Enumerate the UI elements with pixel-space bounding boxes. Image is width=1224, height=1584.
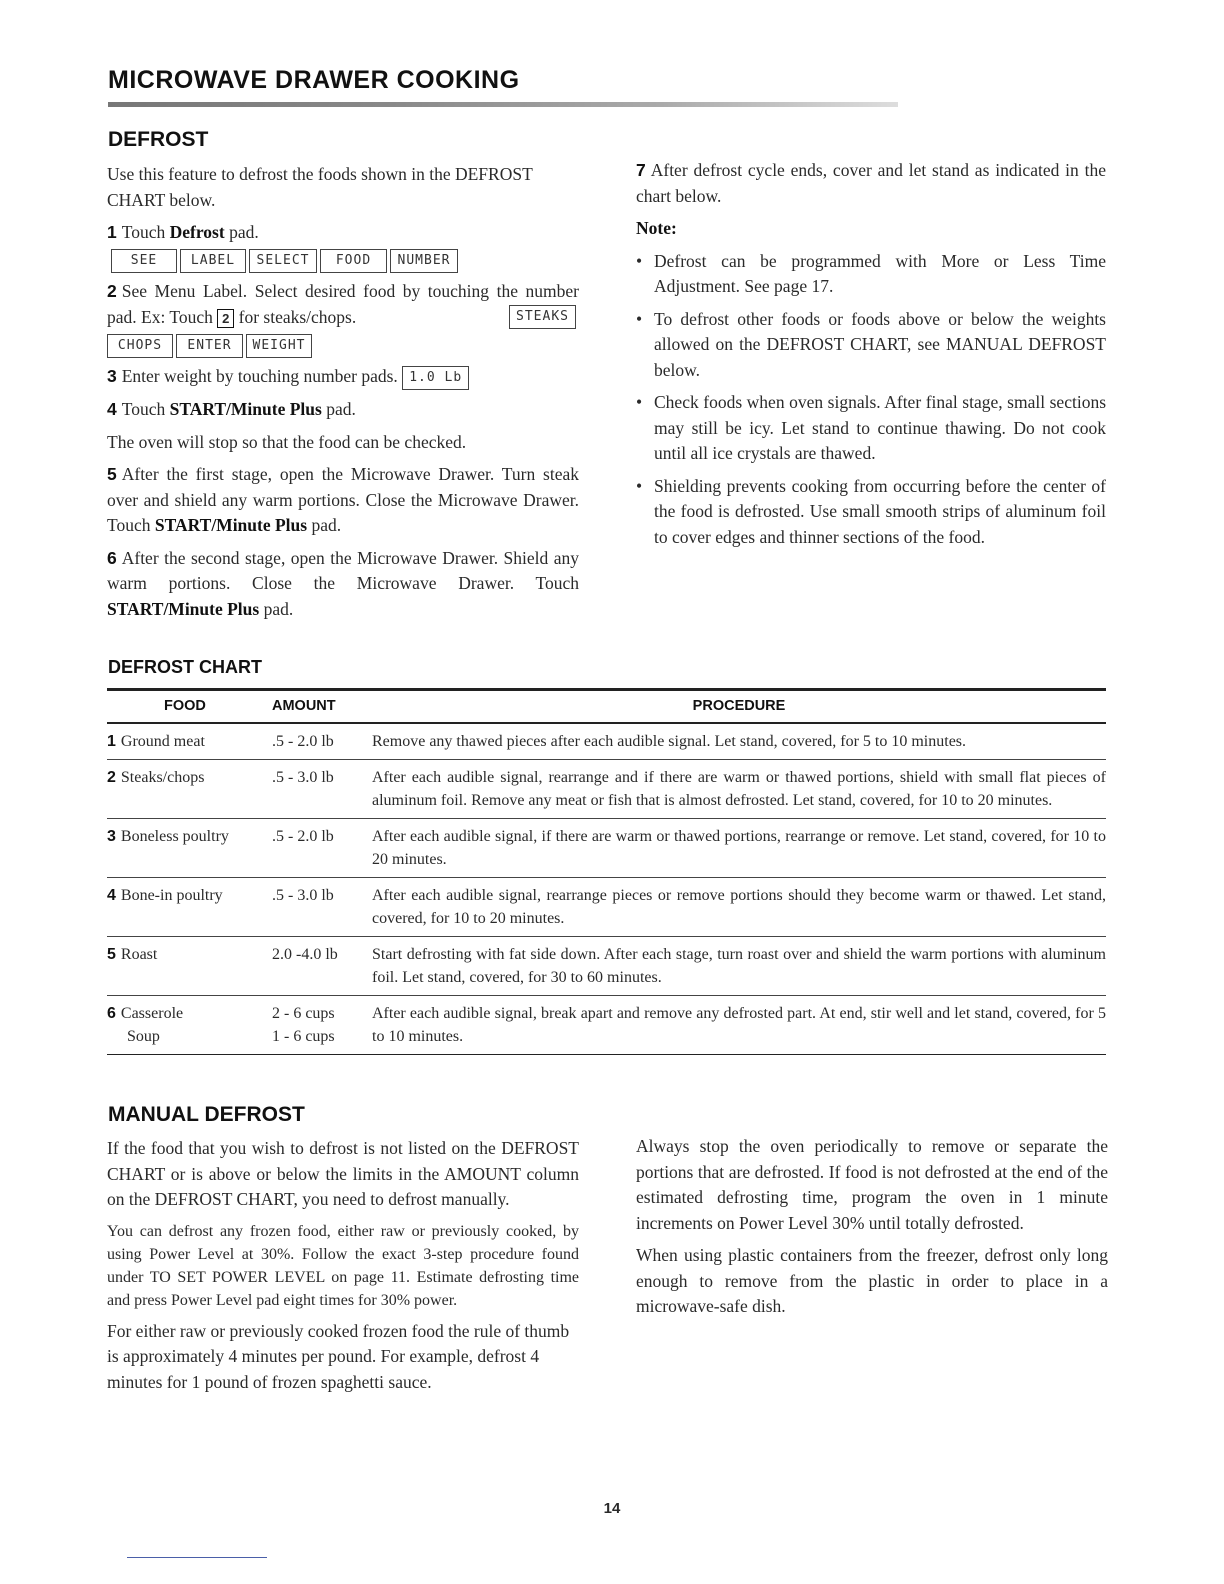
- row-number: 1: [107, 733, 116, 750]
- step-text: Touch: [121, 222, 170, 242]
- row-number: 4: [107, 887, 116, 904]
- procedure-cell: Start defrosting with fat side down. After each stage, turn roast over and shield the warm portions with aluminum foil. Let stand, covered, for 30 to 60 minutes.: [372, 937, 1106, 996]
- procedure-cell: After each audible signal, rearrange pieces or remove portions should they become warm or thawed. Let stand, covered, for 10 to 20 minutes.: [372, 878, 1106, 937]
- table-row: [107, 819, 1106, 878]
- amount: .5 - 2.0 lb: [272, 828, 334, 845]
- lcd-display: 1.0 Lb: [402, 366, 469, 390]
- amount: 2.0 -4.0 lb: [272, 946, 338, 963]
- row-number: 5: [107, 946, 116, 963]
- lcd-display: ENTER: [176, 334, 243, 358]
- footer-rule: [127, 1557, 267, 1558]
- amount: .5 - 3.0 lb: [272, 887, 334, 904]
- procedure-cell: After each audible signal, rearrange and if there are warm or thawed portions, shield with small flat pieces of aluminum foil. Remove any meat or fish that is almost defrosted. Let stand, covered, for 10 to 20 minutes.: [372, 760, 1106, 819]
- step-bold: START/Minute Plus: [169, 399, 322, 420]
- lcd-display-row: [107, 332, 579, 358]
- food-name: Casserole: [120, 1005, 184, 1022]
- step-text: Enter weight by touching number pads.: [121, 366, 398, 387]
- step-bold: START/Minute Plus: [107, 598, 260, 619]
- procedure-cell: After each audible signal, break apart and remove any defrosted part. At end, stir well and let stand, covered, for 5 to 10 minutes.: [372, 996, 1106, 1055]
- food-cell: [107, 937, 272, 996]
- row-number: 6: [107, 1005, 116, 1022]
- lcd-display: NUMBER: [390, 249, 458, 273]
- manual-defrost-heading: MANUAL DEFROST: [108, 1103, 305, 1126]
- amount: 1 - 6 cups: [272, 1028, 335, 1045]
- table-row: [107, 760, 1106, 819]
- step-text: See Menu Label. Select desired food by touching the number pad. Ex: Touch: [107, 281, 579, 327]
- step-number: 6: [107, 547, 117, 568]
- amount-cell: [272, 878, 372, 937]
- paragraph: You can defrost any frozen food, either raw or previously cooked, by using Power Level at 30%. Follow the exact 3-step procedure found under TO SET POWER LEVEL on page 11. Estimate defrosting time and press Power Level pad eight times for 30% power.: [107, 1222, 579, 1309]
- page-title: MICROWAVE DRAWER COOKING: [108, 66, 520, 94]
- title-rule: [108, 102, 898, 107]
- defrost-right-column: [636, 158, 1106, 557]
- note-label: Note:: [636, 218, 677, 238]
- food-cell: [107, 996, 272, 1055]
- lcd-display: SEE: [111, 249, 177, 273]
- note-item: • To defrost other foods or foods above or below the weights allowed on the DEFROST CHART, see MANUAL DEFROST below.: [636, 307, 1106, 384]
- step-text: pad.: [224, 222, 259, 242]
- food-name: Steaks/chops: [120, 769, 205, 786]
- row-number: 2: [107, 769, 116, 786]
- table-row: [107, 937, 1106, 996]
- food-cell: [107, 723, 272, 760]
- notes-list: [636, 249, 1106, 551]
- table-row: [107, 996, 1106, 1055]
- column-header-amount: AMOUNT: [272, 690, 372, 724]
- defrost-chart-table: [107, 688, 1106, 1055]
- step-text: Touch: [121, 399, 170, 420]
- lcd-display: SELECT: [249, 249, 317, 273]
- amount-cell: [272, 819, 372, 878]
- lcd-display: FOOD: [320, 249, 387, 273]
- food-name: Bone-in poultry: [120, 887, 223, 904]
- manual-left-column: [107, 1136, 579, 1402]
- step-bold: START/Minute Plus: [154, 515, 308, 536]
- lcd-display: WEIGHT: [246, 334, 312, 358]
- step-number: 1: [107, 222, 117, 242]
- paragraph: When using plastic containers from the freezer, defrost only long enough to remove from the plastic in order to place in a microwave-safe dish.: [636, 1245, 1108, 1316]
- lcd-display: STEAKS: [509, 305, 576, 329]
- step-text: After the second stage, open the Microwave Drawer. Shield any warm portions. Close the Microwave Drawer. Touch: [107, 547, 579, 594]
- defrost-chart-heading: DEFROST CHART: [108, 657, 262, 677]
- step-text: After the first stage, open the Microwave Drawer. Turn steak over and shield any warm portions. Close the Microwave Drawer. Touch: [107, 464, 579, 536]
- amount-cell: [272, 937, 372, 996]
- lcd-display: CHOPS: [107, 334, 173, 358]
- defrost-left-column: [107, 162, 579, 629]
- column-header-procedure: PROCEDURE: [372, 690, 1106, 724]
- amount: 2 - 6 cups: [272, 1005, 335, 1022]
- stop-text: The oven will stop so that the food can be checked.: [107, 431, 467, 452]
- amount-cell: [272, 996, 372, 1055]
- food-cell: [107, 819, 272, 878]
- step-text: After defrost cycle ends, cover and let stand as indicated in the chart below.: [636, 160, 1106, 206]
- step-text: pad.: [307, 515, 342, 536]
- number-key-icon: 2: [217, 309, 234, 328]
- food-name: Roast: [120, 946, 158, 963]
- step-number: 4: [107, 399, 117, 420]
- note-item: • Check foods when oven signals. After final stage, small sections may still be icy. Let stand to continue thawing. Do not cook until all ice crystals are thawed.: [636, 390, 1106, 467]
- food-name: Ground meat: [120, 733, 205, 750]
- food-cell: [107, 760, 272, 819]
- amount: .5 - 2.0 lb: [272, 733, 334, 750]
- step-number: 5: [107, 464, 117, 485]
- paragraph: Always stop the oven periodically to remove or separate the portions that are defrosted. If food is not defrosted at the end of the estimated defrosting time, program the oven in 1 minute increments on Power Level 30% until totally defrosted.: [636, 1136, 1108, 1233]
- amount: .5 - 3.0 lb: [272, 769, 334, 786]
- lcd-display-row: [107, 248, 579, 274]
- amount-cell: [272, 723, 372, 760]
- paragraph: For either raw or previously cooked frozen food the rule of thumb is approximately 4 minutes per pound. For example, defrost 4 minutes for 1 pound of frozen spaghetti sauce.: [107, 1320, 570, 1392]
- page-number: 14: [603, 1500, 621, 1517]
- defrost-intro: Use this feature to defrost the foods shown in the DEFROST CHART below.: [107, 164, 533, 210]
- note-item: • Shielding prevents cooking from occurring before the center of the food is defrosted. Use small smooth strips of aluminum foil to cover edges and thinner sections of the food.: [636, 474, 1106, 551]
- step-number: 2: [107, 281, 117, 302]
- lcd-display: LABEL: [180, 249, 246, 273]
- manual-right-column: [636, 1134, 1108, 1327]
- row-number: 3: [107, 828, 116, 845]
- step-number: 7: [636, 160, 646, 180]
- table-row: [107, 878, 1106, 937]
- procedure-cell: After each audible signal, if there are warm or thawed portions, rearrange or remove. Let stand, covered, for 10 to 20 minutes.: [372, 819, 1106, 878]
- food-name: Boneless poultry: [120, 828, 229, 845]
- amount-cell: [272, 760, 372, 819]
- step-number: 3: [107, 366, 117, 387]
- table-row: [107, 723, 1106, 760]
- food-cell: [107, 878, 272, 937]
- procedure-cell: Remove any thawed pieces after each audible signal. Let stand, covered, for 5 to 10 minutes.: [372, 723, 1106, 760]
- paragraph: If the food that you wish to defrost is not listed on the DEFROST CHART or is above or below the limits in the AMOUNT column on the DEFROST CHART, you need to defrost manually.: [107, 1138, 579, 1209]
- defrost-heading: DEFROST: [108, 128, 209, 151]
- step-text: pad.: [259, 598, 294, 619]
- column-header-food: FOOD: [107, 690, 272, 724]
- step-text: for steaks/chops.: [234, 306, 357, 327]
- step-bold: Defrost: [169, 222, 225, 242]
- note-item: • Defrost can be programmed with More or Less Time Adjustment. See page 17.: [636, 249, 1106, 300]
- step-text: pad.: [321, 399, 356, 420]
- food-name: Soup: [127, 1028, 160, 1045]
